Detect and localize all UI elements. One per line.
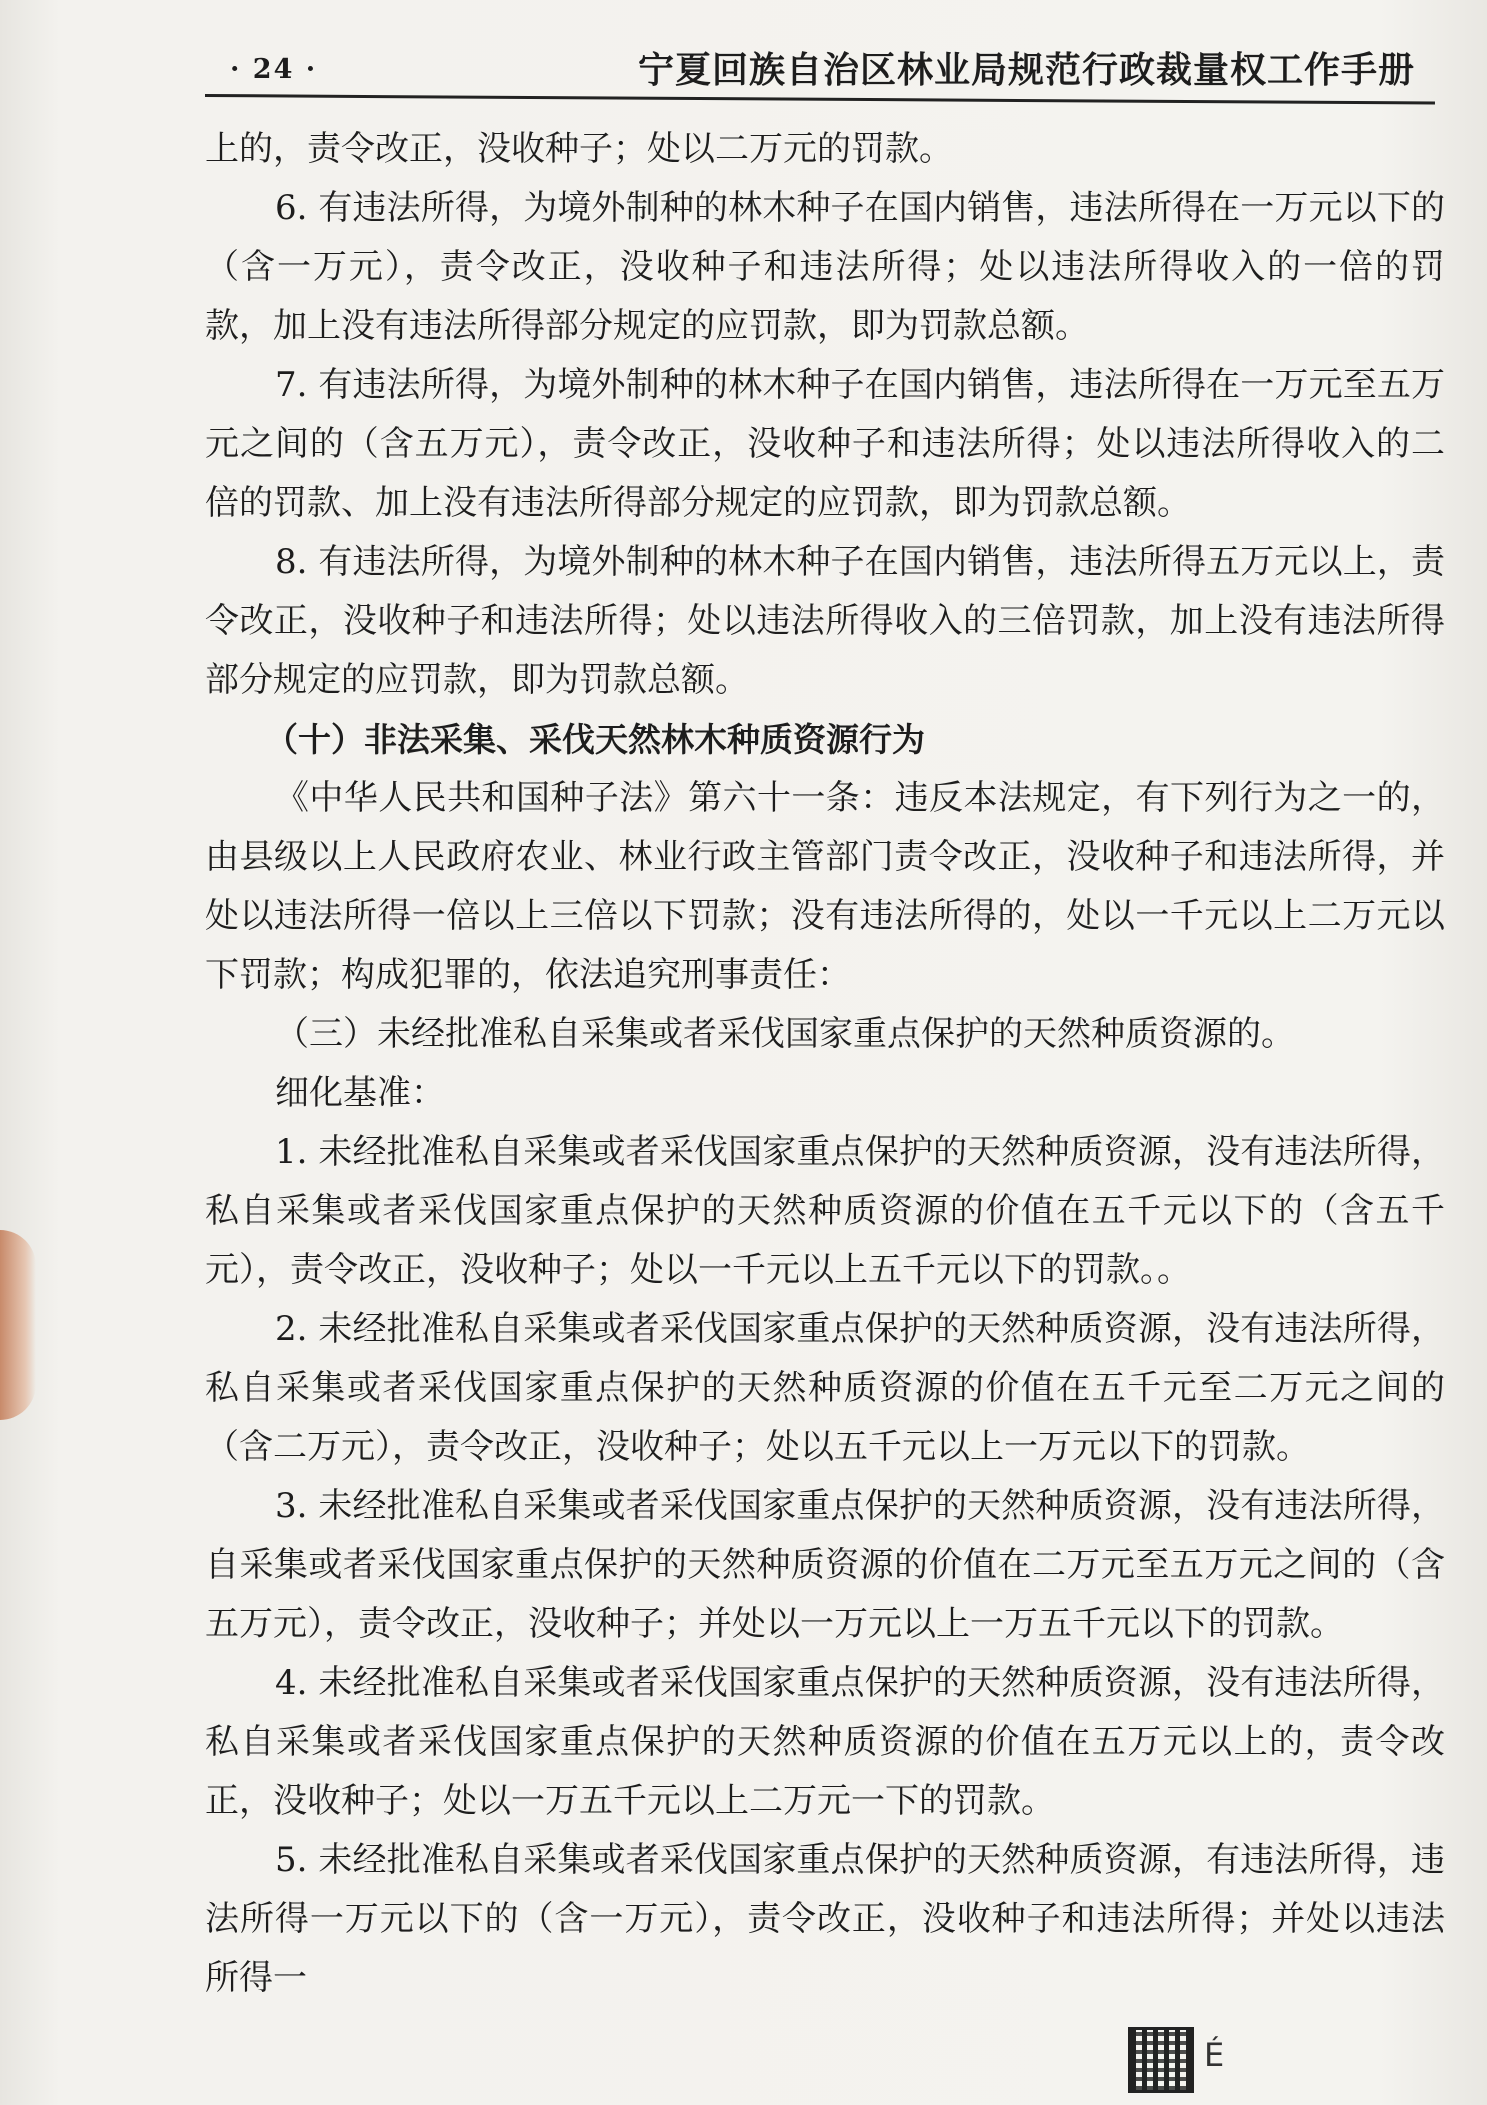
- criteria-item-3: 3. 未经批准私自采集或者采伐国家重点保护的天然种质资源，没有违法所得，自采集或者采伐国家重点保护的天然种质资源的价值在二万元至五万元之间的（含五万元），责令改正，没收种子；并处以一万元以上一万五千元以下的罚款。: [205, 1486, 1445, 1644]
- page-number: · 24 ·: [230, 54, 318, 85]
- paragraph-item-7: 7. 有违法所得，为境外制种的林木种子在国内销售，违法所得在一万元至五万元之间的（含五万元），责令改正，没收种子和违法所得；处以违法所得收入的二倍的罚款、加上没有违法所得部分规定的应罚款，即为罚款总额。: [205, 365, 1445, 523]
- criteria-item-4: 4. 未经批准私自采集或者采伐国家重点保护的天然种质资源，没有违法所得，私自采集或者采伐国家重点保护的天然种质资源的价值在五万元以上的，责令改正，没收种子；处以一万五千元以上二万元一下的罚款。: [205, 1663, 1445, 1821]
- paragraph-item-8: 8. 有违法所得，为境外制种的林木种子在国内销售，违法所得五万元以上，责令改正，没收种子和违法所得；处以违法所得收入的三倍罚款，加上没有违法所得部分规定的应罚款，即为罚款总额。: [205, 542, 1445, 700]
- criteria-label: 细化基准：: [275, 1073, 445, 1113]
- body-text: [205, 120, 1445, 2008]
- criteria-item-2: 2. 未经批准私自采集或者采伐国家重点保护的天然种质资源，没有违法所得，私自采集或者采伐国家重点保护的天然种质资源的价值在五千元至二万元之间的（含二万元），责令改正，没收种子；处以五千元以上一万元以下的罚款。: [205, 1309, 1445, 1467]
- thumb-shadow: [0, 1230, 36, 1420]
- section-heading: （十）非法采集、采伐天然林木种质资源行为: [265, 720, 925, 759]
- paragraph-continuation: 上的，责令改正，没收种子；处以二万元的罚款。: [205, 129, 953, 169]
- clause-3: （三）未经批准私自采集或者采伐国家重点保护的天然种质资源的。: [275, 1014, 1295, 1054]
- page-header: [205, 34, 1435, 94]
- law-citation: 《中华人民共和国种子法》第六十一条：违反本法规定，有下列行为之一的，由县级以上人民政府农业、林业行政主管部门责令改正，没收种子和违法所得，并处以违法所得一倍以上三倍以下罚款；没有违法所得的，处以一千元以上二万元以下罚款；构成犯罪的，依法追究刑事责任：: [205, 778, 1445, 995]
- header-rule: [205, 94, 1435, 105]
- footer-mark: É: [1204, 2036, 1225, 2074]
- criteria-item-5: 5. 未经批准私自采集或者采伐国家重点保护的天然种质资源，有违法所得，违法所得一万元以下的（含一万元），责令改正，没收种子和违法所得；并处以违法所得一: [205, 1840, 1445, 1998]
- paragraph-item-6: 6. 有违法所得，为境外制种的林木种子在国内销售，违法所得在一万元以下的（含一万元），责令改正，没收种子和违法所得；处以违法所得收入的一倍的罚款，加上没有违法所得部分规定的应罚款，即为罚款总额。: [205, 188, 1445, 346]
- qr-code-icon: [1128, 2027, 1194, 2093]
- running-title: 宁夏回族自治区林业局规范行政裁量权工作手册: [637, 49, 1415, 91]
- criteria-item-1: 1. 未经批准私自采集或者采伐国家重点保护的天然种质资源，没有违法所得，私自采集或者采伐国家重点保护的天然种质资源的价值在五千元以下的（含五千元），责令改正，没收种子；处以一千元以上五千元以下的罚款。。: [205, 1132, 1445, 1290]
